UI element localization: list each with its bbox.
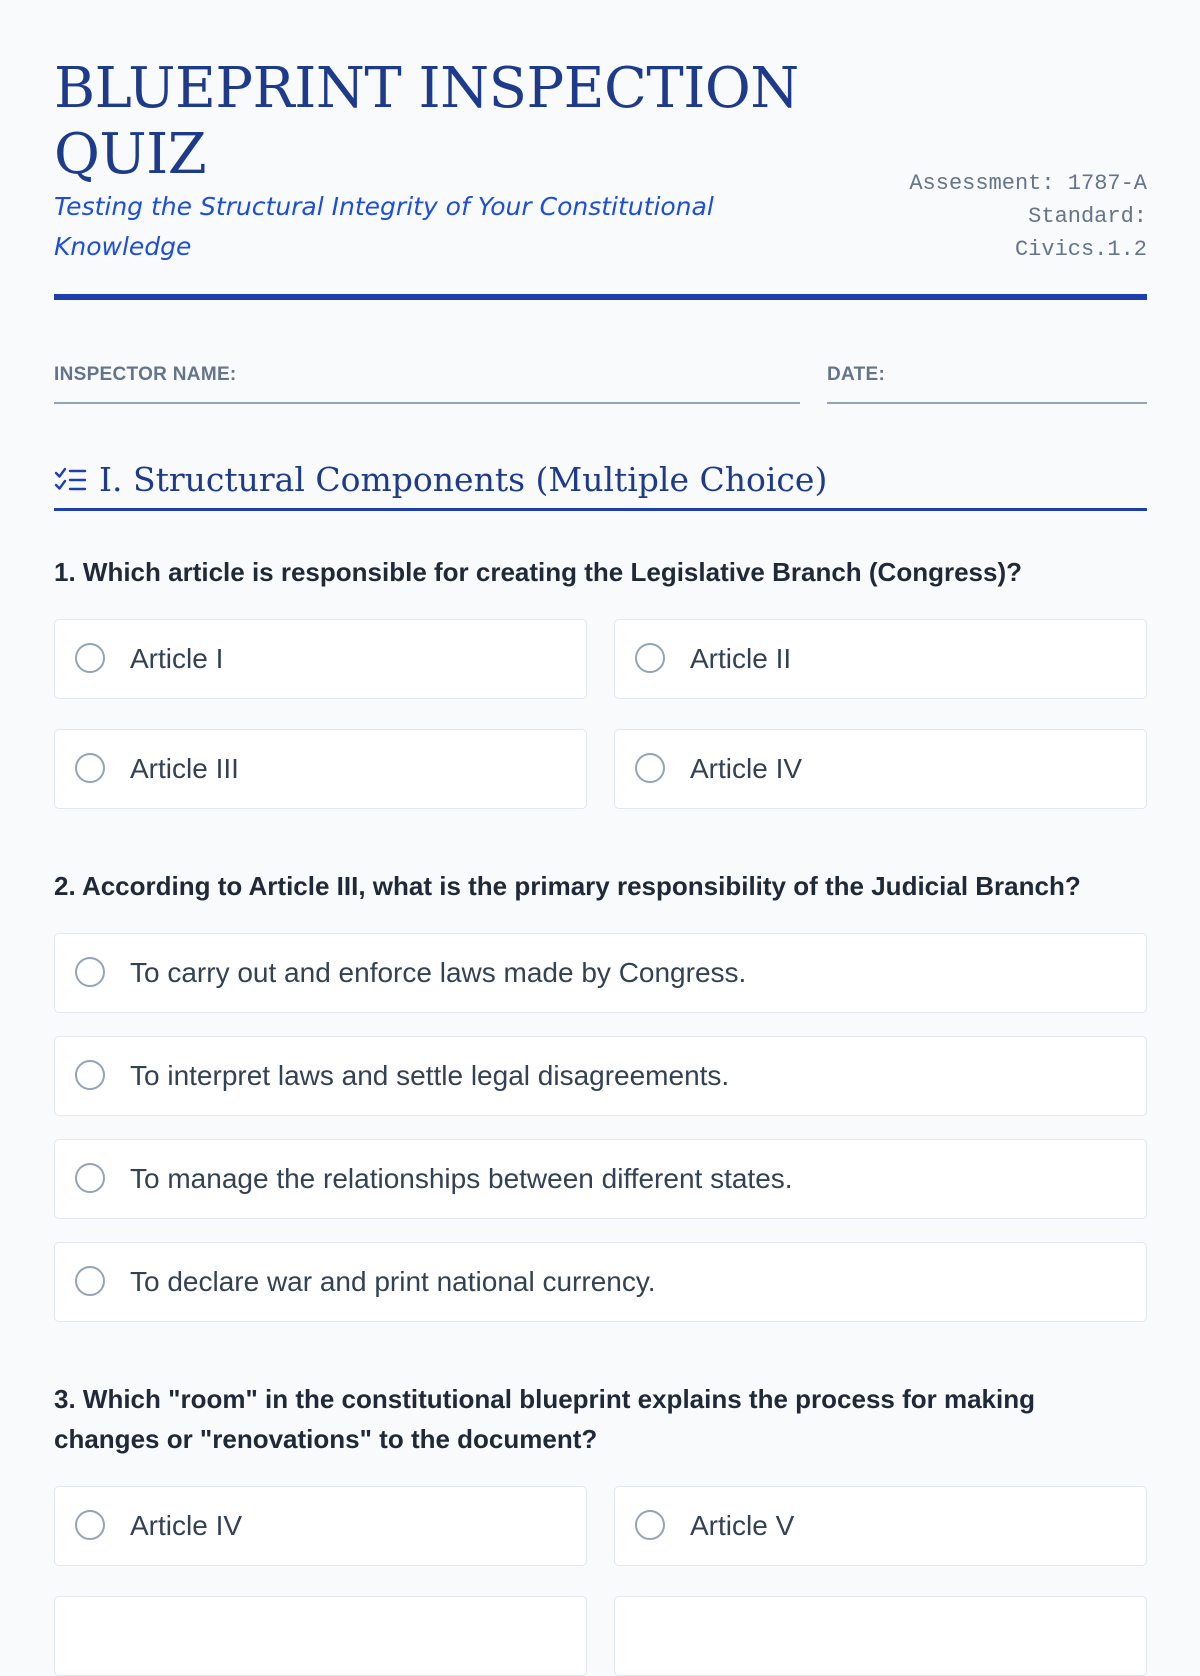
radio-button[interactable] bbox=[635, 753, 665, 783]
page-subtitle: Testing the Structural Integrity of Your Constitutional Knowledge bbox=[54, 192, 714, 261]
q2-option-c[interactable] bbox=[54, 1139, 1147, 1219]
q2-option-a[interactable] bbox=[54, 933, 1147, 1013]
question-1: 1. Which article is responsible for creating the Legislative Branch (Congress)? bbox=[54, 557, 1023, 587]
q1-option-b[interactable] bbox=[614, 619, 1147, 699]
option-label: To declare war and print national currency. bbox=[130, 1266, 656, 1297]
date-field[interactable] bbox=[827, 364, 1147, 404]
radio-button[interactable] bbox=[75, 1163, 105, 1193]
quiz-header bbox=[54, 56, 1147, 296]
question-3: 3. Which "room" in the constitutional blueprint explains the process for making changes or "renovations" to the document? bbox=[54, 1384, 1035, 1454]
q2-option-d[interactable] bbox=[54, 1242, 1147, 1322]
assessment-id: Assessment: 1787-A bbox=[909, 171, 1147, 196]
radio-button[interactable] bbox=[635, 1510, 665, 1540]
option-label: To carry out and enforce laws made by Congress. bbox=[130, 957, 747, 988]
q3-option-d[interactable] bbox=[614, 1596, 1147, 1676]
option-label: Article V bbox=[690, 1510, 795, 1541]
option-label: Article I bbox=[130, 643, 224, 674]
inspector-name-label: INSPECTOR NAME: bbox=[54, 364, 237, 385]
option-label: Article II bbox=[690, 643, 792, 674]
standard-label: Standard: bbox=[1028, 204, 1147, 229]
date-label: DATE: bbox=[827, 364, 886, 385]
q1-option-c[interactable] bbox=[54, 729, 587, 809]
section-title: I. Structural Components (Multiple Choice) bbox=[99, 460, 828, 499]
standard-value: Civics.1.2 bbox=[1014, 237, 1147, 262]
page-title: BLUEPRINT INSPECTION QUIZ bbox=[54, 56, 799, 187]
radio-button[interactable] bbox=[75, 957, 105, 987]
option-label: Article III bbox=[130, 753, 239, 784]
checklist-icon bbox=[54, 464, 88, 496]
q1-option-a[interactable] bbox=[54, 619, 587, 699]
radio-button[interactable] bbox=[75, 1060, 105, 1090]
option-label: Article IV bbox=[690, 753, 803, 784]
q1-option-d[interactable] bbox=[614, 729, 1147, 809]
q2-option-b[interactable] bbox=[54, 1036, 1147, 1116]
option-label: Article IV bbox=[130, 1510, 243, 1541]
assessment-meta bbox=[817, 167, 1147, 266]
question-2: 2. According to Article III, what is the primary responsibility of the Judicial Branch? bbox=[54, 871, 1081, 901]
radio-button[interactable] bbox=[635, 643, 665, 673]
header-divider bbox=[54, 294, 1147, 300]
radio-button[interactable] bbox=[75, 1510, 105, 1540]
section-header bbox=[54, 456, 1147, 511]
q3-option-c[interactable] bbox=[54, 1596, 587, 1676]
option-label: To interpret laws and settle legal disagreements. bbox=[130, 1060, 730, 1091]
radio-button[interactable] bbox=[75, 643, 105, 673]
q3-option-b[interactable] bbox=[614, 1486, 1147, 1566]
q3-option-a[interactable] bbox=[54, 1486, 587, 1566]
inspector-name-field[interactable] bbox=[54, 364, 800, 404]
radio-button[interactable] bbox=[75, 753, 105, 783]
radio-button[interactable] bbox=[75, 1266, 105, 1296]
option-label: To manage the relationships between different states. bbox=[130, 1163, 793, 1194]
